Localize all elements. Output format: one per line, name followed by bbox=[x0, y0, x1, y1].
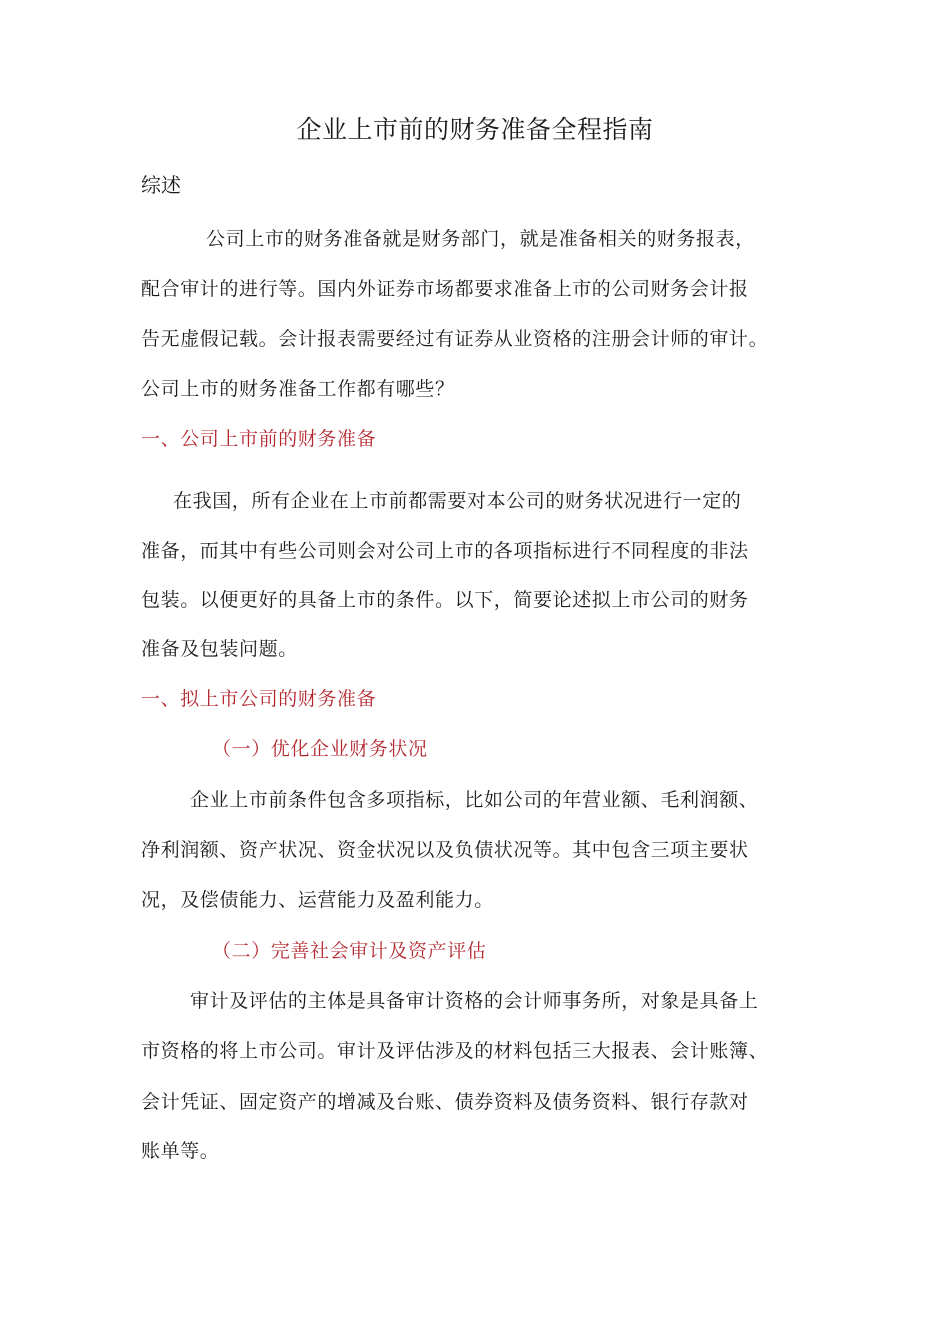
heading-2: 一、拟上市公司的财务准备 bbox=[141, 688, 377, 710]
overview-label: 综述 bbox=[141, 173, 181, 197]
para-1-line-1: 在我国，所有企业在上市前都需要对本公司的财务状况进行一定的 bbox=[173, 490, 742, 512]
para-1-line-4: 准备及包装问题。 bbox=[141, 638, 298, 660]
document-title: 企业上市前的财务准备全程指南 bbox=[296, 115, 654, 144]
intro-line-1: 公司上市的财务准备就是财务部门，就是准备相关的财务报表， bbox=[206, 228, 755, 250]
para-2-line-3: 况，及偿债能力、运营能力及盈利能力。 bbox=[141, 889, 494, 911]
para-3-line-2: 市资格的将上市公司。审计及评估涉及的材料包括三大报表、会计账簿、 bbox=[141, 1040, 769, 1062]
para-2-line-2: 净利润额、资产状况、资金状况以及负债状况等。其中包含三项主要状 bbox=[141, 839, 749, 861]
subheading-1: （一）优化企业财务状况 bbox=[212, 738, 428, 760]
heading-1: 一、公司上市前的财务准备 bbox=[141, 428, 377, 450]
para-2-line-1: 企业上市前条件包含多项指标，比如公司的年营业额、毛利润额、 bbox=[190, 789, 759, 811]
para-1-line-2: 准备，而其中有些公司则会对公司上市的各项指标进行不同程度的非法 bbox=[141, 540, 749, 562]
intro-line-3: 告无虚假记载。会计报表需要经过有证券从业资格的注册会计师的审计。 bbox=[141, 328, 769, 350]
intro-line-2: 配合审计的进行等。国内外证券市场都要求准备上市的公司财务会计报 bbox=[141, 278, 749, 300]
para-3-line-3: 会计凭证、固定资产的增减及台账、债券资料及债务资料、银行存款对 bbox=[141, 1091, 749, 1113]
intro-line-4: 公司上市的财务准备工作都有哪些？ bbox=[141, 378, 455, 400]
para-1-line-3: 包装。以便更好的具备上市的条件。以下，简要论述拟上市公司的财务 bbox=[141, 589, 749, 611]
para-3-line-4: 账单等。 bbox=[141, 1140, 220, 1162]
para-3-line-1: 审计及评估的主体是具备审计资格的会计师事务所，对象是具备上 bbox=[190, 990, 759, 1012]
subheading-2: （二）完善社会审计及资产评估 bbox=[212, 940, 487, 962]
